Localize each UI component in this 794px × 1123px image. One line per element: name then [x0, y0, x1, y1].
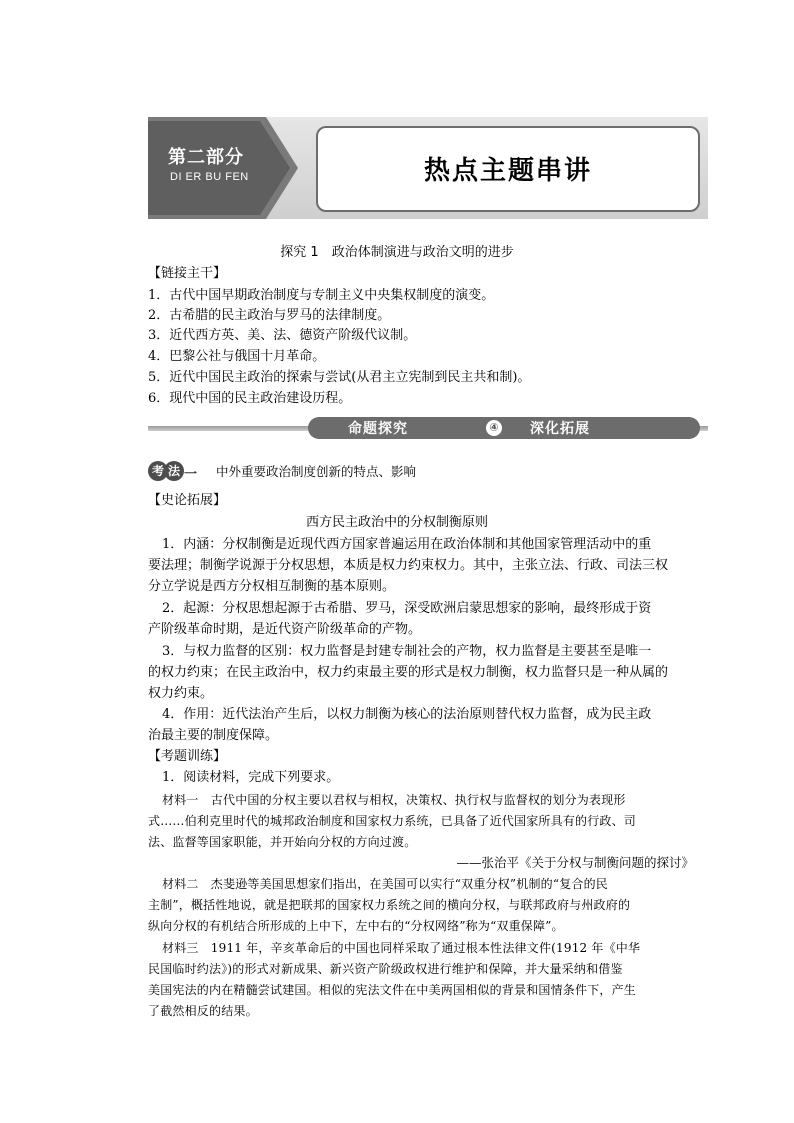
material-line: 了截然相反的结果。 [148, 1004, 258, 1018]
section-bar-right-label: 深化拓展 [530, 421, 590, 437]
kaofa-badge-3: 一 [184, 467, 198, 482]
history-line: 产阶级革命时期，是近代资产阶级革命的产物。 [148, 622, 422, 637]
section-bar-left-label: 命题探究 [348, 421, 408, 437]
history-line: 治最主要的制度保障。 [148, 728, 279, 743]
link-main-item: 3．近代西方英、美、法、德资产阶级代议制。 [148, 328, 417, 343]
history-line: 2．起源：分权思想起源于古希腊、罗马，深受欧洲启蒙思想家的影响，最终形成于资 [162, 601, 652, 616]
link-main-item: 6．现代中国的民主政治建设历程。 [148, 391, 352, 406]
history-subtitle: 西方民主政治中的分权制衡原则 [305, 515, 488, 530]
material-line: 材料三 1911 年，辛亥革命后的中国也同样采取了通过根本性法律文件(1912 年《中华 [162, 941, 641, 955]
kaofa-badge-1: 考 [148, 461, 168, 481]
section-bar-pill [308, 417, 700, 439]
explore-title: 探究 1 政治体制演进与政治文明的进步 [280, 245, 514, 260]
link-main-item: 1．古代中国早期政治制度与专制主义中央集权制度的演变。 [148, 288, 495, 303]
link-main-item: 2．古希腊的民主政治与罗马的法律制度。 [148, 308, 391, 323]
part-banner [148, 117, 708, 219]
material-line: 材料二 杰斐逊等美国思想家们指出，在美国可以实行“双重分权”机制的“复合的民 [162, 877, 609, 891]
history-line: 分立学说是西方分权相互制衡的基本原则。 [148, 579, 396, 594]
training-heading: 【考题训练】 [148, 749, 227, 764]
kaofa-badge-2: 法 [164, 461, 184, 481]
material-source: ——张治平《关于分权与制衡问题的探讨》 [456, 855, 694, 870]
material-line: 美国宪法的内在精髓尝试建国。相似的宪法文件在中美两国相似的背景和国情条件下，产生 [148, 983, 637, 997]
history-line: 要法理；制衡学说源于分权思想，本质是权力约束权力。其中，主张立法、行政、司法三权 [148, 558, 669, 573]
link-main-item: 5．近代中国民主政治的探索与尝试(从君主立宪制到民主共和制)。 [148, 370, 531, 385]
kaofa-title: 中外重要政治制度创新的特点、影响 [216, 464, 417, 479]
material-line: 纵向分权的有机结合所形成的上中下，左中右的“分权网络”称为“双重保障”。 [148, 919, 564, 933]
training-question: 1．阅读材料，完成下列要求。 [162, 770, 340, 785]
history-heading: 【史论拓展】 [148, 493, 227, 508]
link-main-heading: 【链接主干】 [148, 266, 227, 281]
material-line: 法、监督等国家职能，并开始向分权的方向过渡。 [148, 835, 417, 849]
history-line: 4．作用：近代法治产生后，以权力制衡为核心的法治原则替代权力监督，成为民主政 [162, 707, 652, 722]
history-line: 的权力约束；在民主政治中，权力约束最主要的形式是权力制衡，权力监督只是一种从属的 [148, 665, 669, 680]
material-line: 材料一 古代中国的分权主要以君权与相权，决策权、执行权与监督权的划分为表现形 [162, 793, 626, 807]
part-label: 第二部分 [168, 147, 244, 168]
section-bar [148, 417, 708, 439]
material-line: 式……伯利克里时代的城邦政治制度和国家权力系统，已具备了近代国家所具有的行政、司 [148, 814, 637, 828]
history-line: 权力约束。 [148, 686, 214, 701]
section-bar-emblem-icon: ④ [486, 420, 502, 436]
material-line: 主制”，概括性地说，就是把联邦的国家权力系统之间的横向分权，与联邦政府与州政府的 [148, 898, 631, 912]
link-main-item: 4．巴黎公社与俄国十月革命。 [148, 349, 326, 364]
banner-title: 热点主题串讲 [423, 156, 592, 186]
banner-title-panel [316, 126, 700, 212]
part-pinyin: DI ER BU FEN [170, 171, 249, 183]
material-line: 民国临时约法》)的形式对新成果、新兴资产阶级政权进行维护和保障，并大量采纳和借鉴 [148, 962, 623, 976]
history-line: 1．内涵：分权制衡是近现代西方国家普遍运用在政治体制和其他国家管理活动中的重 [162, 537, 652, 552]
kaofa-badge [148, 461, 208, 481]
history-line: 3．与权力监督的区别：权力监督是封建专制社会的产物，权力监督是主要甚至是唯一 [162, 644, 652, 659]
